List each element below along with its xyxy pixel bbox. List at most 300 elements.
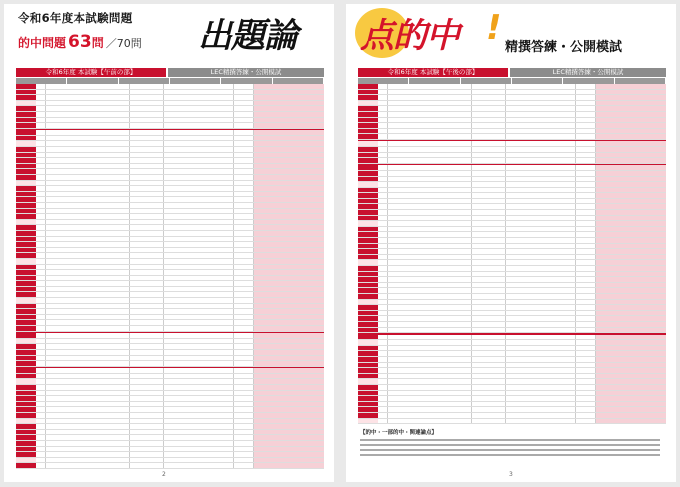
type-cell	[130, 350, 164, 355]
type-cell	[130, 248, 164, 253]
category-cell	[16, 164, 36, 169]
category-cell	[16, 281, 36, 286]
question-cell	[234, 153, 254, 158]
category-cell	[16, 339, 36, 344]
hit-cell	[254, 248, 324, 253]
question-cell	[576, 255, 596, 260]
question-cell	[576, 193, 596, 198]
question-cell	[576, 165, 596, 170]
question-cell	[234, 304, 254, 309]
topic-cell	[46, 281, 130, 286]
number-cell	[36, 374, 46, 379]
type-cell	[472, 419, 506, 424]
type-cell	[130, 326, 164, 331]
exam-cell	[506, 272, 576, 277]
hit-cell	[596, 374, 666, 379]
topic-cell	[46, 326, 130, 331]
type-cell	[472, 188, 506, 193]
exam-cell	[506, 199, 576, 204]
hit-cell	[596, 84, 666, 89]
type-cell	[130, 298, 164, 303]
type-cell	[130, 101, 164, 106]
type-cell	[130, 225, 164, 230]
hit-cell	[254, 214, 324, 219]
topic-cell	[46, 344, 130, 349]
type-cell	[130, 147, 164, 152]
topic-cell	[388, 171, 472, 176]
type-cell	[130, 402, 164, 407]
number-cell	[378, 357, 388, 362]
topic-cell	[388, 385, 472, 390]
exam-cell	[164, 344, 234, 349]
number-cell	[36, 320, 46, 325]
heading-block	[18, 10, 148, 52]
question-cell	[234, 220, 254, 225]
topic-cell	[46, 253, 130, 258]
hit-cell	[254, 292, 324, 297]
number-cell	[378, 244, 388, 249]
hit-cell	[596, 277, 666, 282]
hit-cell	[596, 283, 666, 288]
number-cell	[378, 322, 388, 327]
topic-cell	[388, 272, 472, 277]
category-cell	[358, 322, 378, 327]
number-cell	[36, 197, 46, 202]
question-cell	[234, 292, 254, 297]
question-cell	[576, 123, 596, 128]
exam-cell	[506, 335, 576, 340]
type-cell	[130, 237, 164, 242]
hit-cell	[254, 153, 324, 158]
question-cell	[234, 118, 254, 123]
question-cell	[234, 402, 254, 407]
number-cell	[378, 283, 388, 288]
question-cell	[234, 106, 254, 111]
exam-cell	[164, 192, 234, 197]
question-cell	[576, 95, 596, 100]
number-cell	[36, 112, 46, 117]
exam-cell	[506, 316, 576, 321]
exam-cell	[506, 419, 576, 424]
exam-cell	[506, 244, 576, 249]
category-cell	[16, 242, 36, 247]
category-cell	[358, 335, 378, 340]
exam-cell	[164, 118, 234, 123]
exam-cell	[506, 95, 576, 100]
question-cell	[576, 402, 596, 407]
type-cell	[130, 424, 164, 429]
number-cell	[36, 463, 46, 468]
topic-cell	[46, 141, 130, 146]
hit-cell	[596, 316, 666, 321]
question-cell	[576, 385, 596, 390]
number-cell	[378, 101, 388, 106]
type-cell	[130, 209, 164, 214]
exam-cell	[164, 270, 234, 275]
category-cell	[16, 84, 36, 89]
exam-cell	[164, 407, 234, 412]
number-cell	[36, 220, 46, 225]
exam-cell	[506, 90, 576, 95]
question-cell	[576, 294, 596, 299]
question-cell	[576, 340, 596, 345]
number-cell	[36, 458, 46, 463]
category-cell	[16, 385, 36, 390]
banner-bang: !	[486, 8, 502, 48]
topic-cell	[46, 368, 130, 373]
category-cell	[16, 175, 36, 180]
category-cell	[358, 188, 378, 193]
question-cell	[234, 315, 254, 320]
left-table	[16, 68, 324, 469]
exam-cell	[506, 171, 576, 176]
hit-cell	[596, 227, 666, 232]
exam-cell	[164, 374, 234, 379]
type-cell	[472, 351, 506, 356]
table-row	[16, 463, 324, 469]
question-cell	[576, 188, 596, 193]
hit-count-line	[18, 32, 148, 52]
topic-cell	[388, 112, 472, 117]
question-cell	[234, 361, 254, 366]
notes-title: 【的中・一部的中・関連論点】	[360, 430, 438, 436]
type-cell	[472, 316, 506, 321]
exam-cell	[164, 153, 234, 158]
number-cell	[36, 106, 46, 111]
exam-cell	[164, 186, 234, 191]
left-page	[4, 4, 334, 482]
topic-cell	[388, 277, 472, 282]
topic-cell	[388, 118, 472, 123]
topic-cell	[388, 221, 472, 226]
number-cell	[378, 255, 388, 260]
number-cell	[36, 339, 46, 344]
exam-cell	[506, 391, 576, 396]
hit-cell	[254, 231, 324, 236]
type-cell	[130, 118, 164, 123]
hit-cell	[596, 402, 666, 407]
question-cell	[234, 419, 254, 424]
topic-cell	[46, 225, 130, 230]
type-cell	[130, 259, 164, 264]
number-cell	[36, 270, 46, 275]
number-cell	[36, 141, 46, 146]
number-cell	[36, 356, 46, 361]
hit-cell	[254, 413, 324, 418]
hit-cell	[254, 320, 324, 325]
number-cell	[378, 141, 388, 146]
number-cell	[36, 231, 46, 236]
type-cell	[130, 333, 164, 338]
type-cell	[472, 216, 506, 221]
category-cell	[16, 458, 36, 463]
hit-cell	[596, 346, 666, 351]
type-cell	[130, 396, 164, 401]
type-cell	[472, 238, 506, 243]
number-cell	[36, 181, 46, 186]
hit-cell	[254, 123, 324, 128]
exam-cell	[506, 283, 576, 288]
category-cell	[358, 407, 378, 412]
exam-cell	[164, 458, 234, 463]
question-cell	[576, 283, 596, 288]
hit-cell	[254, 197, 324, 202]
number-cell	[378, 210, 388, 215]
topic-cell	[46, 101, 130, 106]
type-cell	[130, 164, 164, 169]
category-cell	[16, 203, 36, 208]
exam-cell	[506, 129, 576, 134]
exam-cell	[164, 265, 234, 270]
hit-cell	[254, 220, 324, 225]
hit-cell	[254, 435, 324, 440]
hit-cell	[596, 260, 666, 265]
category-cell	[358, 374, 378, 379]
category-cell	[358, 106, 378, 111]
question-cell	[234, 112, 254, 117]
type-cell	[130, 141, 164, 146]
topic-cell	[388, 260, 472, 265]
question-cell	[234, 320, 254, 325]
category-cell	[16, 315, 36, 320]
topic-cell	[46, 147, 130, 152]
type-cell	[130, 175, 164, 180]
exam-cell	[506, 260, 576, 265]
exam-cell	[164, 112, 234, 117]
number-cell	[36, 379, 46, 384]
hit-cell	[596, 357, 666, 362]
question-cell	[576, 363, 596, 368]
table-row	[358, 419, 666, 425]
hit-cell	[596, 249, 666, 254]
type-cell	[130, 153, 164, 158]
question-cell	[234, 333, 254, 338]
number-cell	[378, 277, 388, 282]
hit-cell	[596, 335, 666, 340]
hit-cell	[596, 255, 666, 260]
category-cell	[16, 435, 36, 440]
topic-cell	[46, 339, 130, 344]
question-cell	[234, 147, 254, 152]
question-cell	[234, 385, 254, 390]
topic-cell	[388, 328, 472, 333]
type-cell	[130, 361, 164, 366]
topic-cell	[46, 385, 130, 390]
question-cell	[234, 396, 254, 401]
category-cell	[16, 298, 36, 303]
topic-cell	[388, 134, 472, 139]
question-cell	[234, 368, 254, 373]
exam-cell	[164, 413, 234, 418]
hit-cell	[254, 192, 324, 197]
hit-cell	[596, 391, 666, 396]
type-cell	[130, 186, 164, 191]
category-cell	[358, 396, 378, 401]
exam-cell	[506, 407, 576, 412]
exam-cell	[506, 385, 576, 390]
right-table-body	[358, 84, 666, 424]
category-cell	[358, 129, 378, 134]
number-cell	[378, 402, 388, 407]
category-cell	[16, 424, 36, 429]
category-cell	[16, 147, 36, 152]
type-cell	[130, 304, 164, 309]
exam-cell	[506, 238, 576, 243]
topic-cell	[388, 90, 472, 95]
exam-cell	[164, 225, 234, 230]
hit-cell	[254, 326, 324, 331]
number-cell	[36, 248, 46, 253]
hit-cell	[596, 407, 666, 412]
exam-cell	[164, 220, 234, 225]
topic-cell	[46, 430, 130, 435]
number-cell	[378, 193, 388, 198]
type-cell	[130, 181, 164, 186]
number-cell	[378, 177, 388, 182]
hit-cell	[254, 276, 324, 281]
exam-cell	[506, 188, 576, 193]
topic-cell	[46, 106, 130, 111]
hit-cell	[254, 356, 324, 361]
category-cell	[16, 90, 36, 95]
topic-cell	[388, 255, 472, 260]
question-cell	[234, 259, 254, 264]
exam-cell	[164, 463, 234, 468]
topic-cell	[46, 276, 130, 281]
question-cell	[576, 396, 596, 401]
category-cell	[16, 344, 36, 349]
hit-cell	[254, 447, 324, 452]
category-cell	[358, 171, 378, 176]
type-cell	[472, 328, 506, 333]
number-cell	[36, 237, 46, 242]
number-cell	[36, 158, 46, 163]
exam-cell	[506, 210, 576, 215]
number-cell	[378, 294, 388, 299]
exam-cell	[506, 402, 576, 407]
topic-cell	[388, 188, 472, 193]
exam-cell	[164, 237, 234, 242]
number-cell	[36, 350, 46, 355]
topic-cell	[388, 391, 472, 396]
topic-cell	[388, 357, 472, 362]
number-cell	[378, 95, 388, 100]
left-main-header: 令和6年度 本試験【午前の部】	[16, 68, 166, 77]
category-cell	[16, 287, 36, 292]
number-cell	[378, 134, 388, 139]
topic-cell	[46, 452, 130, 457]
topic-cell	[388, 101, 472, 106]
exam-cell	[506, 204, 576, 209]
number-cell	[378, 165, 388, 170]
exam-cell	[164, 315, 234, 320]
topic-cell	[46, 350, 130, 355]
number-cell	[378, 305, 388, 310]
hit-cell	[254, 175, 324, 180]
number-cell	[378, 216, 388, 221]
question-cell	[234, 101, 254, 106]
question-cell	[234, 237, 254, 242]
type-cell	[130, 276, 164, 281]
type-cell	[472, 158, 506, 163]
category-cell	[16, 333, 36, 338]
category-cell	[358, 391, 378, 396]
type-cell	[472, 255, 506, 260]
topic-cell	[388, 407, 472, 412]
hit-cell	[254, 164, 324, 169]
hit-cell	[254, 186, 324, 191]
topic-cell	[388, 266, 472, 271]
topic-cell	[46, 435, 130, 440]
exam-cell	[506, 112, 576, 117]
type-cell	[130, 407, 164, 412]
type-cell	[472, 283, 506, 288]
question-cell	[234, 407, 254, 412]
exam-cell	[506, 363, 576, 368]
type-cell	[472, 141, 506, 146]
right-table-header	[358, 68, 666, 77]
question-cell	[576, 288, 596, 293]
number-cell	[36, 147, 46, 152]
category-cell	[16, 447, 36, 452]
number-cell	[378, 419, 388, 424]
number-cell	[378, 391, 388, 396]
question-cell	[576, 335, 596, 340]
category-cell	[16, 112, 36, 117]
category-cell	[16, 276, 36, 281]
hit-cell	[254, 452, 324, 457]
exam-cell	[164, 419, 234, 424]
topic-cell	[46, 402, 130, 407]
hit-cell	[596, 266, 666, 271]
type-cell	[130, 192, 164, 197]
topic-cell	[388, 402, 472, 407]
category-cell	[358, 147, 378, 152]
hit-cell	[596, 123, 666, 128]
exam-cell	[164, 90, 234, 95]
hit-cell	[596, 272, 666, 277]
category-cell	[358, 300, 378, 305]
question-cell	[576, 158, 596, 163]
number-cell	[378, 221, 388, 226]
number-cell	[36, 391, 46, 396]
question-cell	[576, 351, 596, 356]
type-cell	[472, 300, 506, 305]
exam-cell	[164, 361, 234, 366]
question-cell	[234, 270, 254, 275]
hit-cell	[254, 396, 324, 401]
category-cell	[16, 220, 36, 225]
hit-label: 的中問題	[18, 36, 67, 50]
hit-cell	[596, 322, 666, 327]
right-main-header: 令和6年度 本試験【午後の部】	[358, 68, 508, 77]
topic-cell	[46, 407, 130, 412]
type-cell	[130, 169, 164, 174]
category-cell	[358, 227, 378, 232]
exam-cell	[164, 309, 234, 314]
exam-cell	[506, 266, 576, 271]
hit-cell	[254, 158, 324, 163]
hit-cell	[254, 147, 324, 152]
number-cell	[36, 203, 46, 208]
question-cell	[234, 276, 254, 281]
exam-cell	[506, 368, 576, 373]
question-cell	[234, 141, 254, 146]
hit-cell	[254, 309, 324, 314]
topic-cell	[46, 320, 130, 325]
topic-cell	[388, 244, 472, 249]
number-cell	[378, 407, 388, 412]
